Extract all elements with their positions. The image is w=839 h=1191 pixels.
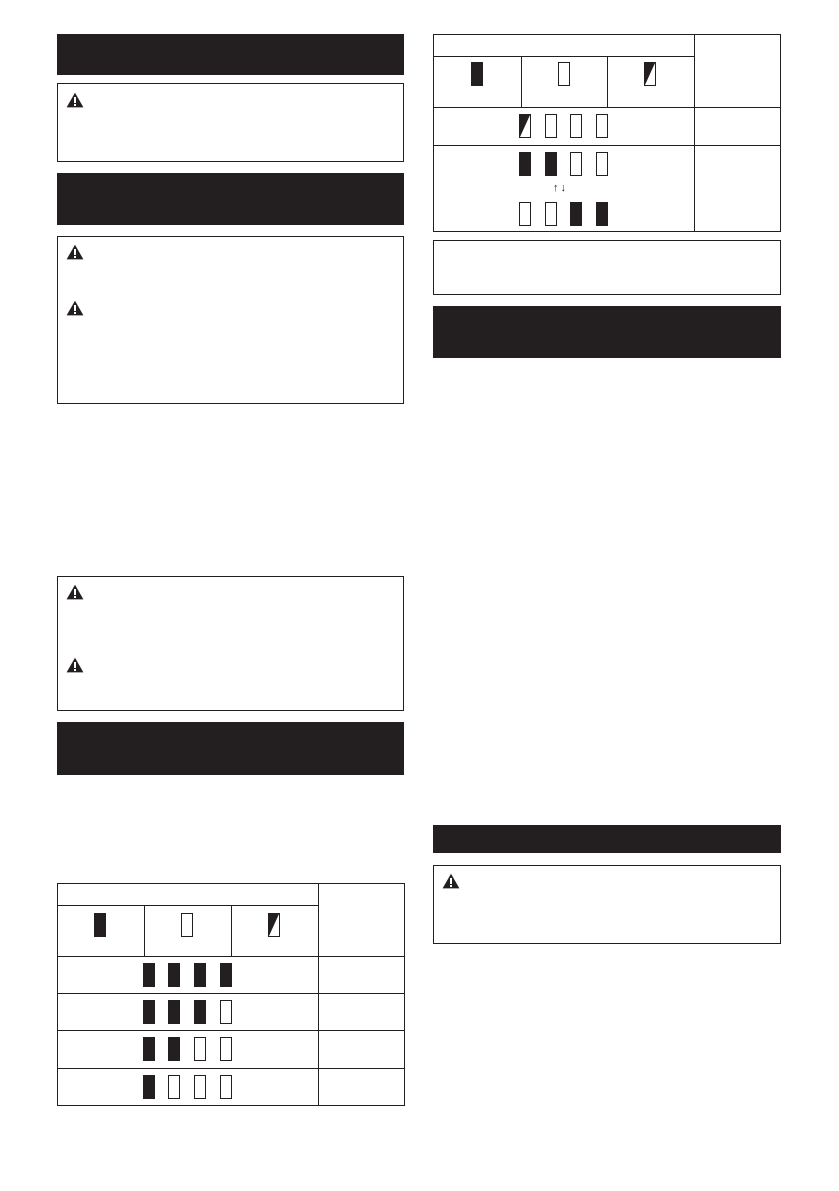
indicator-lamp <box>545 202 557 226</box>
section-header-bar <box>57 722 404 775</box>
alternating-arrows-icon: ↑↓ <box>553 182 568 194</box>
indicator-lamp <box>220 963 232 987</box>
indicator-lamp <box>519 114 531 138</box>
warning-icon <box>66 92 84 108</box>
indicator-lamp <box>596 114 608 138</box>
indicator-lamp <box>596 202 608 226</box>
indicator-off-icon <box>181 913 193 937</box>
indicator-lamp <box>570 152 582 176</box>
indicator-lamp <box>168 1000 180 1024</box>
indicator-lamp <box>194 1075 206 1099</box>
indicator-lamp <box>570 114 582 138</box>
section-header-bar <box>57 34 404 75</box>
indicator-lamp <box>194 963 206 987</box>
indicator-lamp <box>194 1037 206 1061</box>
indicator-lamp <box>596 152 608 176</box>
section-header-bar <box>433 825 781 853</box>
indicator-lamp <box>519 202 531 226</box>
indicator-lamp <box>143 1000 155 1024</box>
indicator-lamp <box>143 1037 155 1061</box>
indicator-lamp <box>194 1000 206 1024</box>
caution-box <box>57 236 404 404</box>
warning-icon <box>66 244 84 260</box>
indicator-off-icon <box>558 62 570 86</box>
warning-icon <box>66 300 84 316</box>
indicator-lamp <box>168 1037 180 1061</box>
indicator-lamp <box>143 1075 155 1099</box>
indicator-lamp <box>220 1037 232 1061</box>
indicator-lamp <box>220 1000 232 1024</box>
indicator-on-icon <box>471 62 483 86</box>
indicator-lamp <box>220 1075 232 1099</box>
indicator-lamp <box>168 1075 180 1099</box>
warning-icon <box>66 584 84 600</box>
caution-box <box>433 865 781 944</box>
warning-icon <box>66 657 84 673</box>
indicator-lamp <box>143 963 155 987</box>
indicator-blinking-icon <box>268 913 280 937</box>
indicator-lamp <box>168 963 180 987</box>
indicator-lamp <box>545 152 557 176</box>
caution-box <box>57 83 404 162</box>
caution-box <box>57 576 404 711</box>
indicator-blinking-icon <box>644 62 656 86</box>
indicator-status-table <box>433 34 781 232</box>
battery-capacity-table <box>57 883 405 1106</box>
indicator-lamp <box>570 202 582 226</box>
section-header-bar <box>57 173 404 225</box>
indicator-lamp <box>545 114 557 138</box>
indicator-lamp <box>519 152 531 176</box>
section-header-bar <box>433 306 781 358</box>
note-box <box>433 240 781 295</box>
indicator-on-icon <box>94 913 106 937</box>
warning-icon <box>442 873 460 889</box>
